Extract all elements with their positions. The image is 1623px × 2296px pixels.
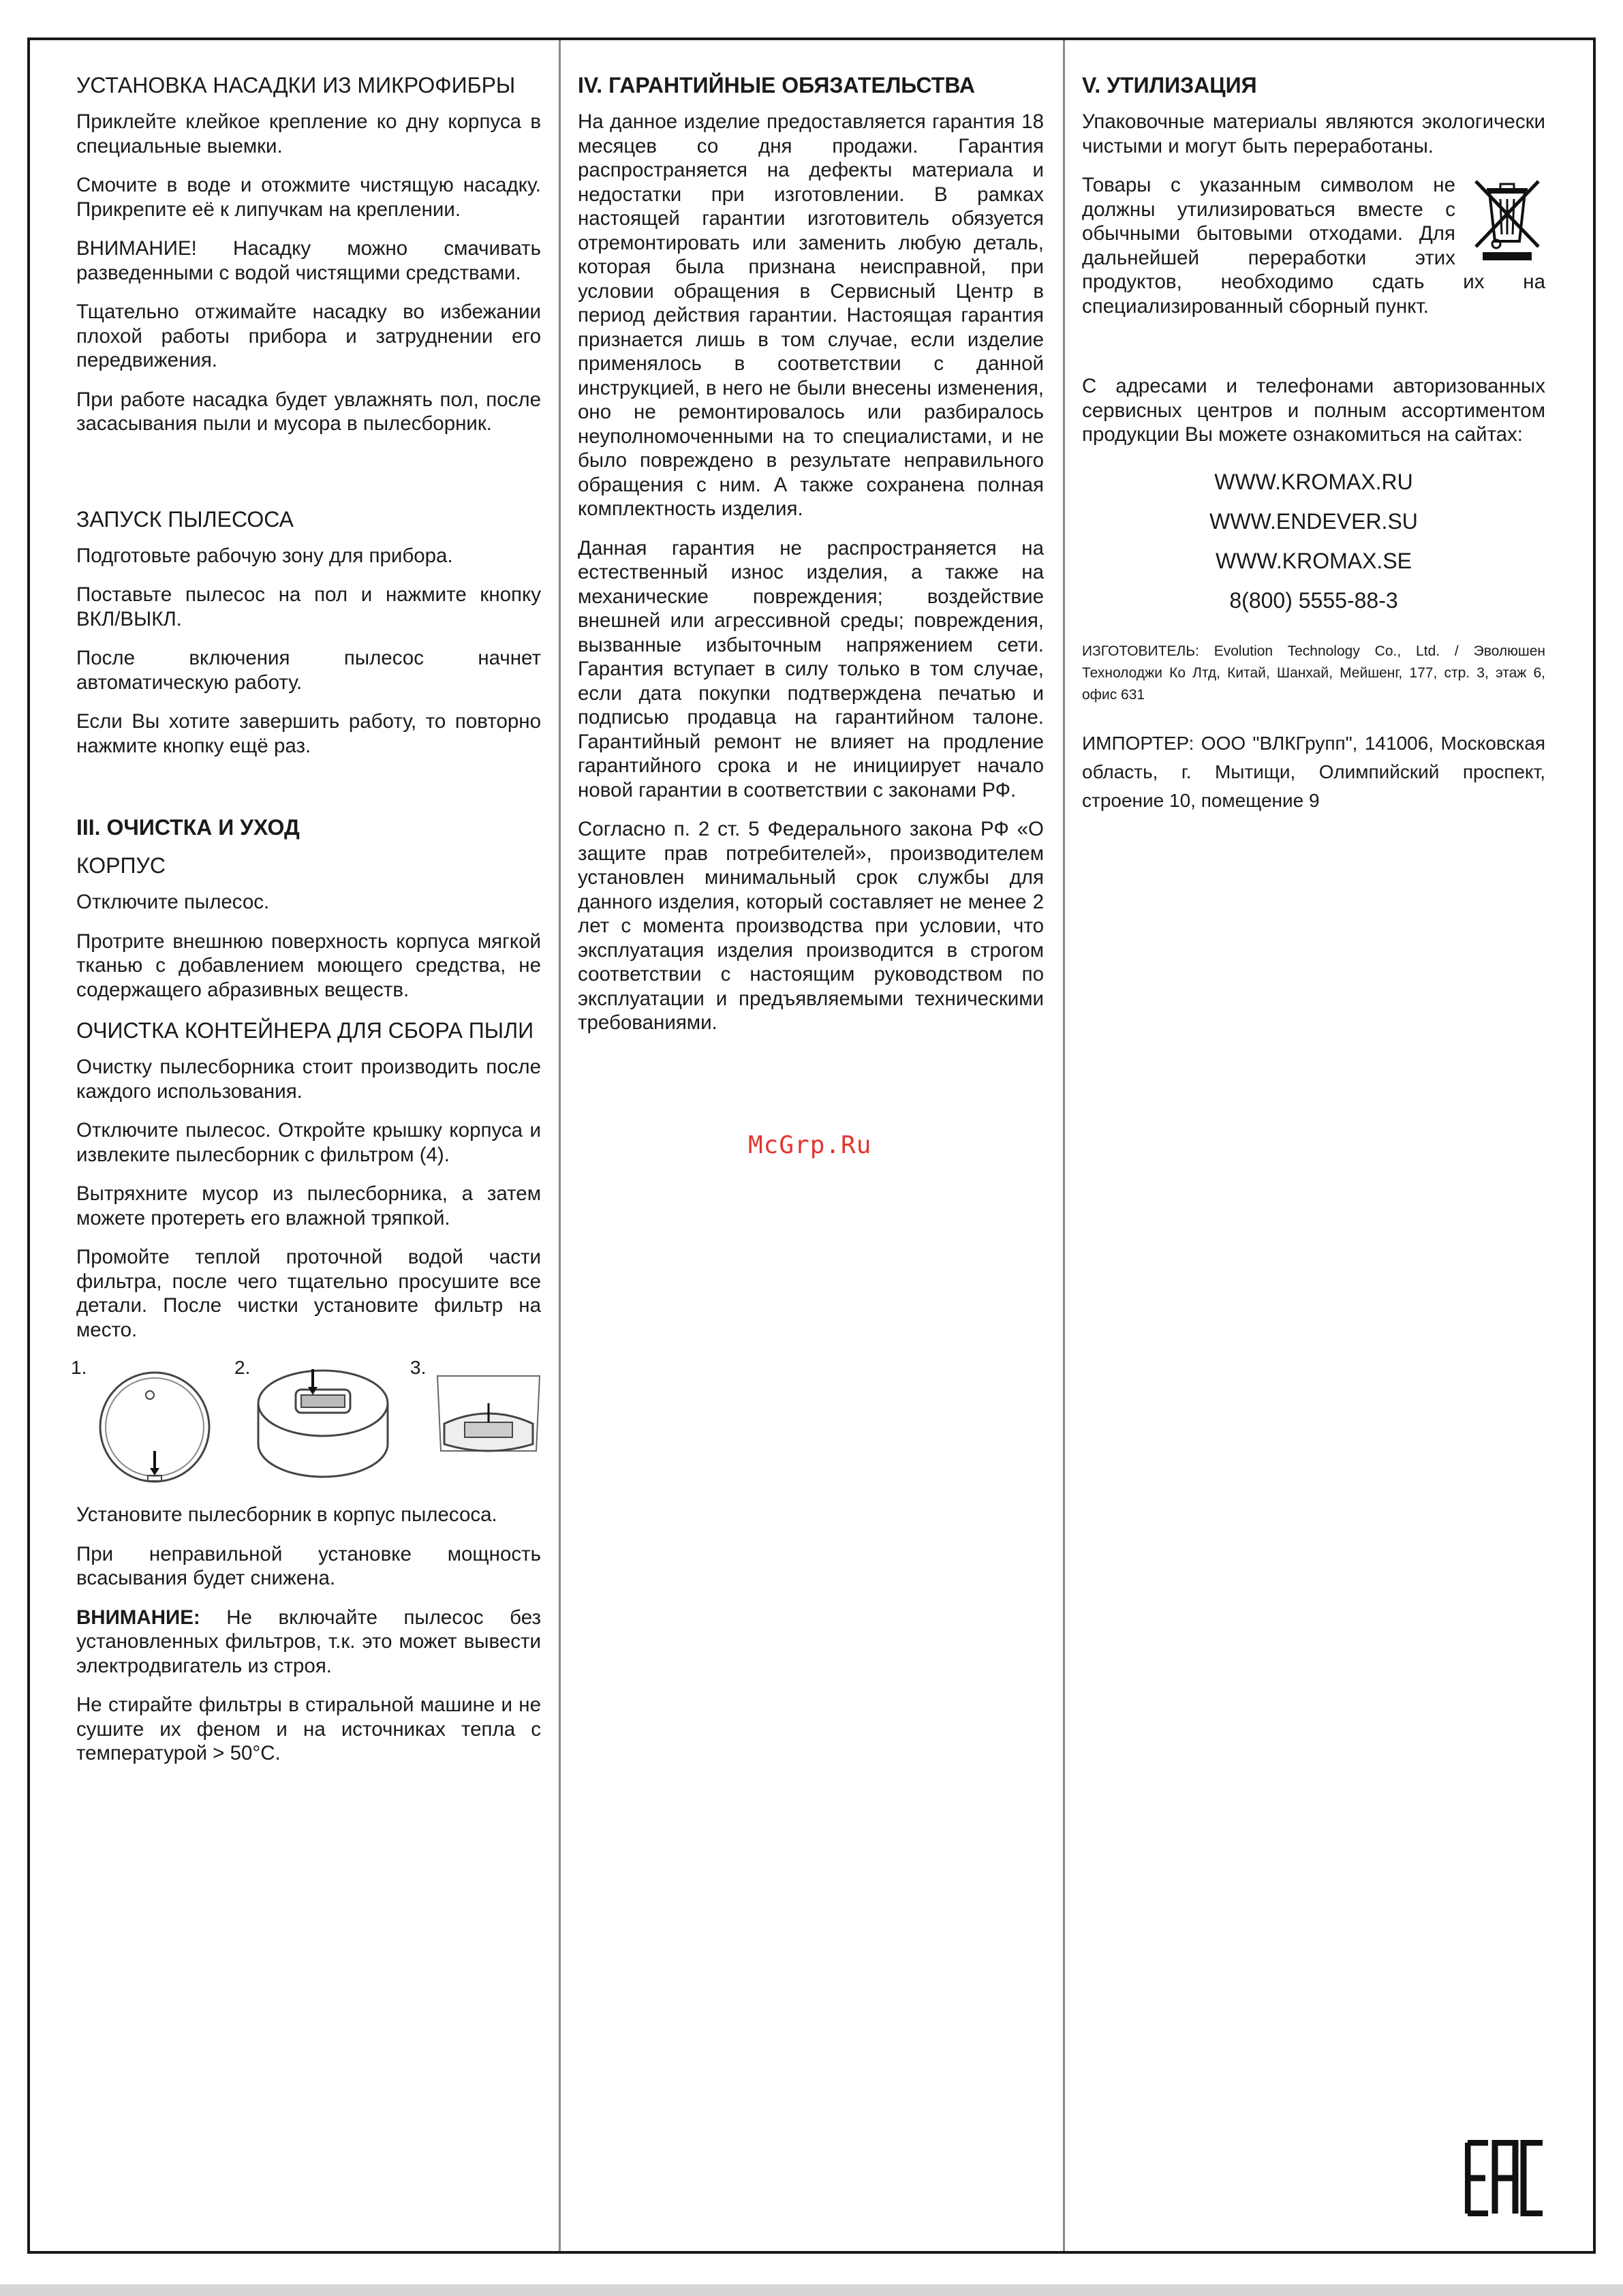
paragraph: Согласно п. 2 ст. 5 Федерального закона РФ «О защите прав потребителей», производителем установлен минимальный срок службы для данного изделия, который составляет не менее 2 лет с момента производства при условии, что эксплуатация изделия производится в строгом соответствии с настоящим руководством по эксплуатации и предъявляемыми техническими требованиями. (578, 818, 1044, 1034)
phone-number: 8(800) 5555-88-3 (1229, 587, 1398, 613)
website-link[interactable]: WWW.KROMAX.RU (1214, 469, 1413, 494)
eac-mark-icon (1465, 2140, 1545, 2216)
paragraph: Промойте теплой проточной водой части фильтра, после чего тщательно просушите все детали. После чистки установите фильтр на место. (76, 1246, 541, 1341)
paragraph: При работе насадка будет увлажнять пол, после засасывания пыли и мусора в пылесборник. (76, 388, 541, 435)
column-left (71, 72, 541, 1781)
paragraph: Упаковочные материалы являются экологически чистыми и могут быть переработаны. (1082, 110, 1545, 157)
column-middle (578, 72, 1044, 1050)
disposal-block (1082, 173, 1545, 318)
dustbin-side-icon (255, 1362, 391, 1485)
column-divider-2 (1063, 40, 1065, 2251)
heading-body: КОРПУС (76, 853, 166, 878)
paragraph: Смочите в воде и отожмите чистящую насадку. Прикрепите её к липучкам на креплении. (76, 174, 541, 221)
paragraph: ВНИМАНИЕ! Насадку можно смачивать разведенными с водой чистящими средствами. (76, 237, 541, 284)
paragraph-warning (76, 1606, 541, 1679)
paragraph: Товары с указанным символом не должны утилизироваться вместе с обычными бытовыми отходами. Для дальнейшей переработки этих продуктов, необходимо сдать их на специализированный сборный пункт. (1082, 174, 1545, 318)
paragraph: Отключите пылесос. (76, 891, 270, 913)
paragraph: Протрите внешнюю поверхность корпуса мягкой тканью с добавлением моющего средства, не содержащего абразивных веществ. (76, 930, 541, 1001)
paragraph: На данное изделие предоставляется гарантия 18 месяцев со дня продажи. Гарантия распространяется на дефекты материала и недостатки при изготовлении. В рамках настоящей гарантии изготовитель обязуется отремонтировать или заменить любую деталь, которая была признана неисправной, при условии обращения в Сервисный Центр в период действия гарантии. Настоящая гарантия признается лишь в том случае, если изделие применялось в соответствии с данной инструкцией, в него не были внесены изменения, оно не ремонтировалось или разбиралось неуполномоченными на то специалистами, и не было повреждено в результате неправильного обращения с ним. А также сохранена полная комплектность изделия. (578, 110, 1044, 520)
paragraph: Вытряхните мусор из пылесборника, а затем можете протереть его влажной тряпкой. (76, 1182, 541, 1229)
paragraph: С адресами и телефонами авторизованных сервисных центров и полным ассортиментом продукции Вы можете ознакомиться на сайтах: (1082, 375, 1545, 446)
paragraph: Очистку пылесборника стоит производить после каждого использования. (76, 1056, 541, 1103)
heading-microfiber: УСТАНОВКА НАСАДКИ ИЗ МИКРОФИБРЫ (76, 73, 516, 97)
paragraph: Если Вы хотите завершить работу, то повторно нажмите кнопку ещё раз. (76, 710, 541, 757)
step-number: 1. (71, 1357, 87, 1378)
warning-label: ВНИМАНИЕ: (76, 1606, 200, 1629)
watermark: McGrp.Ru (748, 1131, 872, 1159)
column-divider-1 (559, 40, 561, 2251)
paragraph: Отключите пылесос. Откройте крышку корпуса и извлеките пылесборник с фильтром (4). (76, 1119, 541, 1166)
paragraph: Установите пылесборник в корпус пылесоса. (76, 1503, 497, 1526)
column-right (1082, 72, 1545, 815)
filter-illustrations (71, 1357, 541, 1486)
paragraph: Тщательно отжимайте насадку во избежании плохой работы прибора и затруднении его передвижения. (76, 301, 541, 371)
paragraph: Данная гарантия не распространяется на естественный износ изделия, а также на механические повреждения; воздействие внешней или агрессивной среды; повреждения, вызванные избыточным напряжением сети. Гарантия вступает в силу только в том случае, если дата покупки подтверждена печатью и подписью продавца на гарантийном талоне. Гарантийный ремонт не влияет на продление гарантийного срока и не инициирует начало новой гарантии в соответствии с законами РФ. (578, 536, 1044, 801)
paragraph: Не стирайте фильтры в стиральной машине и не сушите их феном и на источниках тепла с температурой > 50°С. (76, 1694, 541, 1764)
dustbin-open-icon (431, 1362, 546, 1485)
dustbin-top-icon (97, 1362, 213, 1485)
contacts-list (1082, 462, 1545, 620)
step-number: 2. (234, 1357, 251, 1378)
heading-disposal: V. УТИЛИЗАЦИЯ (1082, 73, 1257, 97)
crossed-bin-icon (1469, 176, 1545, 263)
heading-container: ОЧИСТКА КОНТЕЙНЕРА ДЛЯ СБОРА ПЫЛИ (76, 1018, 534, 1043)
paragraph: Приклейте клейкое крепление ко дну корпуса в специальные выемки. (76, 110, 541, 157)
website-link[interactable]: WWW.KROMAX.SE (1216, 548, 1412, 573)
warning-text: Не включайте пылесос без установленных фильтров, т.к. это может вывести электродвигатель из строя. (76, 1606, 541, 1677)
heading-care: III. ОЧИСТКА И УХОД (76, 815, 300, 840)
paragraph: После включения пылесос начнет автоматическую работу. (76, 647, 541, 694)
paragraph: Подготовьте рабочую зону для прибора. (76, 544, 453, 567)
manufacturer-info: ИЗГОТОВИТЕЛЬ: Evolution Technology Co., Ltd. / Эволюшен Технолоджи Ко Лтд, Китай, Шанхай, Мейшенг, 177, стр. 3, этаж 6, офис 631 (1082, 643, 1545, 703)
paragraph: Поставьте пылесос на пол и нажмите кнопку ВКЛ/ВЫКЛ. (76, 583, 541, 630)
page-bottom-strip (0, 2284, 1623, 2296)
heading-warranty: IV. ГАРАНТИЙНЫЕ ОБЯЗАТЕЛЬСТВА (578, 73, 975, 97)
heading-start: ЗАПУСК ПЫЛЕСОСА (76, 506, 294, 532)
step-number: 3. (410, 1357, 427, 1378)
paragraph: При неправильной установке мощность всасывания будет снижена. (76, 1542, 541, 1589)
importer-info: ИМПОРТЕР: ООО "ВЛКГрупп", 141006, Московская область, г. Мытищи, Олимпийский проспект, строение 10, помещение 9 (1082, 732, 1545, 811)
website-link[interactable]: WWW.ENDEVER.SU (1209, 508, 1418, 534)
